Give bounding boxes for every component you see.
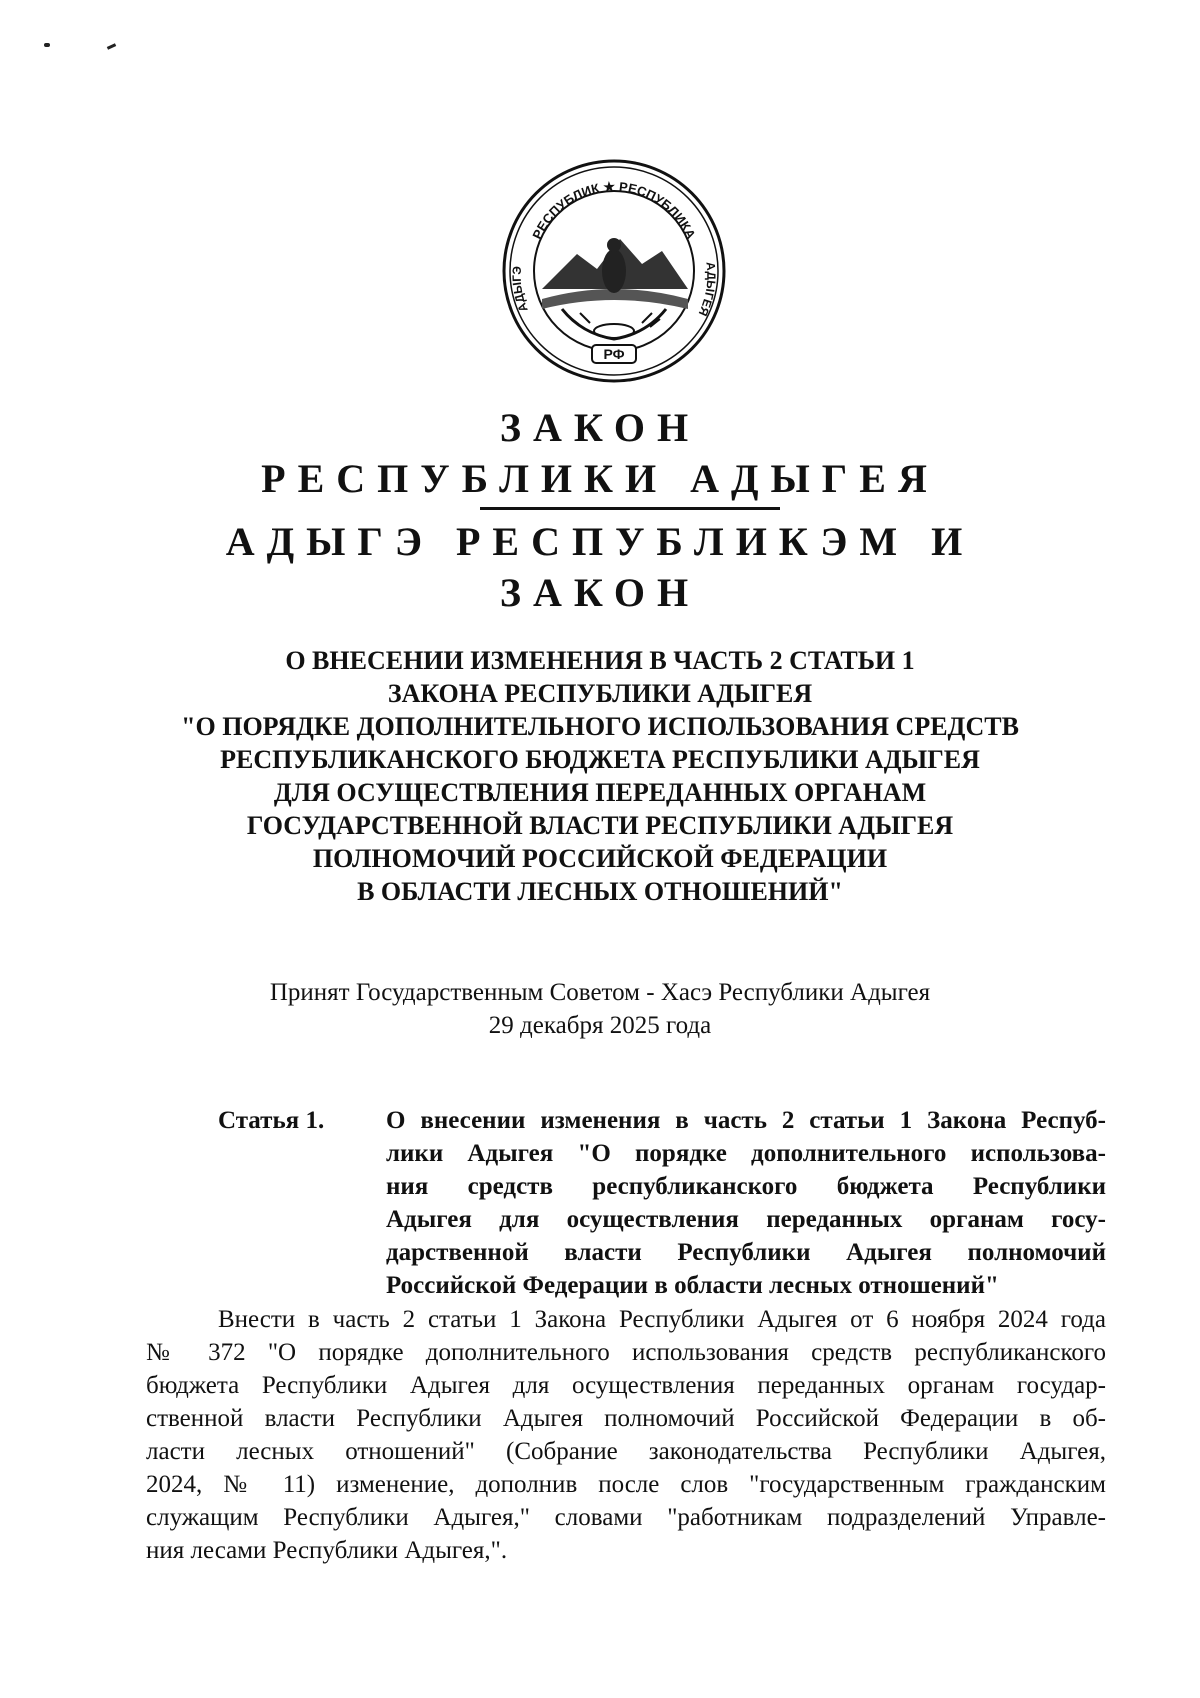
scan-speck: [44, 43, 50, 47]
svg-text:РЕСПУБЛИК ★ РЕСПУБЛИКА: РЕСПУБЛИК ★ РЕСПУБЛИКА: [529, 178, 699, 242]
republic-emblem-seal: [502, 159, 726, 383]
article-title-line: ния средств республиканского бюджета Республики: [386, 1173, 1106, 1200]
law-title-line: РЕСПУБЛИКАНСКОГО БЮДЖЕТА РЕСПУБЛИКИ АДЫГЕЯ: [220, 745, 980, 774]
scan-speck: [107, 43, 116, 50]
svg-text:АДЫГЭ: АДЫГЭ: [509, 265, 531, 315]
article-body-line: ственной власти Республики Адыгея полномочий Российской Федерации в об-: [146, 1405, 1106, 1432]
law-title-line: ПОЛНОМОЧИЙ РОССИЙСКОЙ ФЕДЕРАЦИИ: [312, 844, 888, 873]
law-title-line: ГОСУДАРСТВЕННОЙ ВЛАСТИ РЕСПУБЛИКИ АДЫГЕЯ: [246, 811, 954, 840]
adoption-body: Принят Государственным Советом - Хасэ Республики Адыгея: [269, 979, 931, 1006]
article-number: Статья 1.: [218, 1107, 325, 1134]
article-title-line: О внесении изменения в часть 2 статьи 1 Закона Респуб-: [386, 1107, 1106, 1134]
adoption-note: [100, 976, 1100, 1042]
law-title-line: ЗАКОНА РЕСПУБЛИКИ АДЫГЕЯ: [387, 679, 813, 708]
article-body-line: служащим Республики Адыгея," словами "работникам подразделений Управле-: [146, 1504, 1106, 1531]
adyghe-law-heading: ЗАКОН: [499, 570, 701, 615]
article-body-line: бюджета Республики Адыгея для осуществления переданных органам государ-: [146, 1372, 1106, 1399]
article-body-line: Внести в часть 2 статьи 1 Закона Республики Адыгея от 6 ноября 2024 года: [218, 1306, 1106, 1333]
law-title-line: ДЛЯ ОСУЩЕСТВЛЕНИЯ ПЕРЕДАННЫХ ОРГАНАМ: [273, 778, 927, 807]
article-title-line: Адыгея для осуществления переданных органам госу-: [386, 1206, 1106, 1233]
article-body-line: ния лесами Республики Адыгея,".: [146, 1537, 508, 1564]
law-heading: ЗАКОН: [499, 405, 701, 450]
article-title-line: Российской Федерации в области лесных отношений": [386, 1272, 999, 1299]
adyghe-republic-heading: АДЫГЭ РЕСПУБЛИКЭМ И: [225, 519, 975, 564]
article-title-line: дарственной власти Республики Адыгея полномочий: [386, 1239, 1106, 1266]
law-title-line: "О ПОРЯДКЕ ДОПОЛНИТЕЛЬНОГО ИСПОЛЬЗОВАНИЯ СРЕДСТВ: [181, 712, 1019, 741]
article-body: [146, 1303, 1106, 1567]
adoption-date: 29 декабря 2025 года: [488, 1012, 712, 1039]
article-body-line: № 372 "О порядке дополнительного использования средств республиканского: [146, 1339, 1106, 1366]
heading-divider: [480, 507, 780, 510]
law-title-line: В ОБЛАСТИ ЛЕСНЫХ ОТНОШЕНИЙ": [357, 877, 843, 906]
svg-text:РФ: РФ: [603, 346, 625, 362]
law-title-line: О ВНЕСЕНИИ ИЗМЕНЕНИЯ В ЧАСТЬ 2 СТАТЬИ 1: [285, 646, 915, 675]
article-body-line: ласти лесных отношений" (Собрание законодательства Республики Адыгея,: [146, 1438, 1106, 1465]
article-title: [386, 1104, 1106, 1302]
republic-heading: РЕСПУБЛИКИ АДЫГЕЯ: [261, 456, 939, 501]
svg-text:АДЫГЕЯ: АДЫГЕЯ: [695, 261, 719, 319]
article-body-line: 2024, № 11) изменение, дополнив после слов "государственным гражданским: [146, 1471, 1106, 1498]
article-title-line: лики Адыгея "О порядке дополнительного использова-: [386, 1140, 1106, 1167]
law-title: [100, 644, 1100, 908]
